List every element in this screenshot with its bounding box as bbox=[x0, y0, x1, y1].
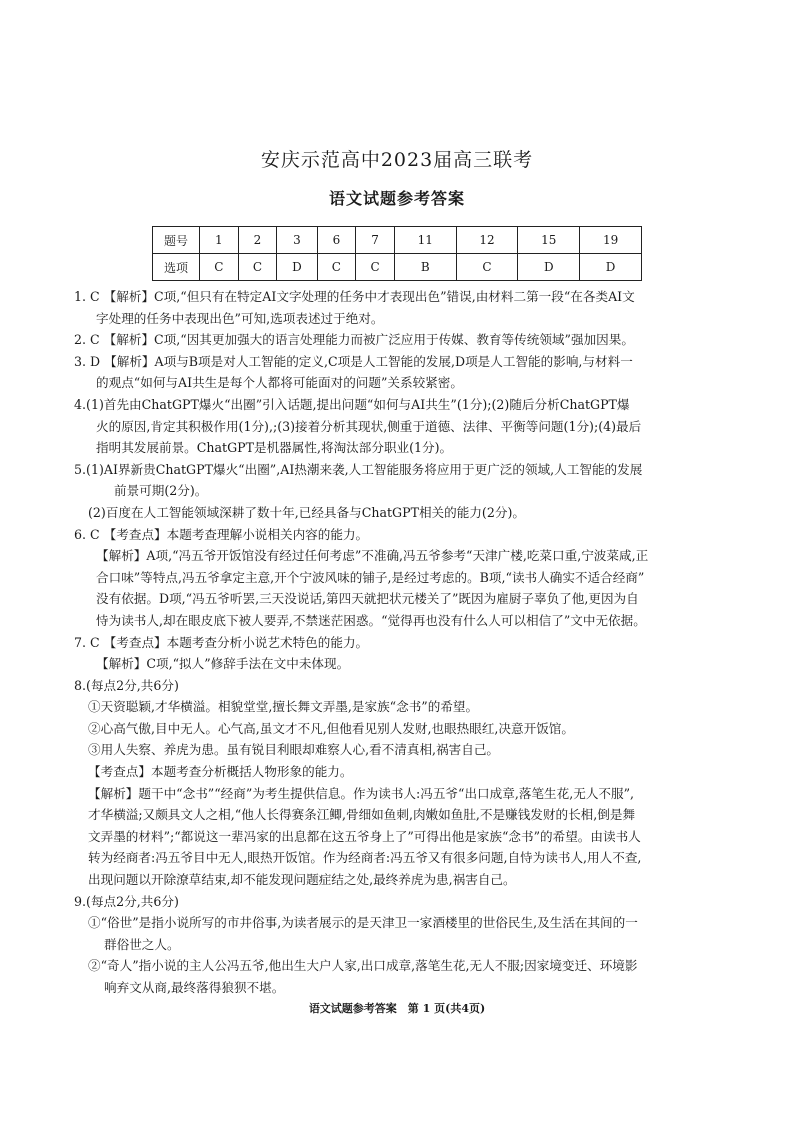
answer-text: (1)首先由ChatGPT爆火“出圈”引入话题,提出问题“如何与AI共生”(1分);(2)随后分析ChatGPT爆 bbox=[86, 396, 630, 412]
answer-text: 文弄墨的材料”;“都说这一辈冯家的出息都在这五爷身上了”可得出他是家族“念书”的希望。由读书人 bbox=[88, 828, 641, 844]
answer-option-cell: D bbox=[580, 254, 642, 281]
answer-text: 字处理的任务中表现出色”可知,选项表述过于绝对。 bbox=[96, 310, 384, 326]
answer-option-cell: C bbox=[238, 254, 277, 281]
answer-number: 8. bbox=[74, 677, 87, 693]
answer-option-row bbox=[153, 254, 642, 281]
answer-number: 9. bbox=[74, 893, 87, 909]
answer-option-cell: C bbox=[356, 254, 395, 281]
answer-text: ②“奇人”指小说的主人公冯五爷,他出生大户人家,出口成章,落笔生花,无人不服;因家境变迁、环境影 bbox=[88, 958, 638, 974]
row-label-question: 题号 bbox=[153, 227, 200, 254]
answer-text: 【考查点】本题考查分析小说艺术特色的能力。 bbox=[103, 634, 369, 650]
question-number-cell: 19 bbox=[580, 227, 642, 254]
exam-title: 安庆示范高中2023届高三联考 bbox=[260, 149, 534, 171]
answer-key-subtitle: 语文试题参考答案 bbox=[328, 189, 465, 208]
question-number-cell: 7 bbox=[356, 227, 395, 254]
answer-text: 响弃文从商,最终落得狼狈不堪。 bbox=[104, 980, 285, 995]
answer-text: 【考查点】本题考查理解小说相关内容的能力。 bbox=[103, 526, 369, 542]
answer-text: (每点2分,共6分) bbox=[86, 893, 179, 909]
question-number-cell: 3 bbox=[277, 227, 317, 254]
answer-text: (1)AI界新贵ChatGPT爆火“出圈”,AI热潮来袭,人工智能服务将应用于更广泛的领域,人工智能的发展 bbox=[86, 461, 643, 477]
answer-text: 的观点“如何与AI共生是每个人都将可能面对的问题”关系较紧密。 bbox=[96, 375, 463, 391]
row-label-option: 选项 bbox=[153, 254, 200, 281]
answer-option-cell: C bbox=[456, 254, 518, 281]
answers-body bbox=[74, 286, 722, 999]
answer-number: 7. C bbox=[74, 634, 100, 650]
answer-number: 2. C bbox=[74, 332, 100, 348]
answer-text: 【解析】C项,“但只有在特定AI文字处理的任务中才表现出色”错误,由材料二第一段“在各类AI文 bbox=[103, 289, 635, 304]
answer-text: 【解析】C项,“拟人”修辞手法在文中未体现。 bbox=[96, 656, 350, 672]
answer-text: 恃为读书人,却在眼皮底下被人要弄,不禁迷茫困惑。“觉得再也没有什么人可以相信了”文中无依据。 bbox=[96, 612, 646, 628]
answer-item-7 bbox=[74, 632, 722, 675]
answer-text: 【解析】C项,“因其更加强大的语言处理能力而被广泛应用于传媒、教育等传统领域”强加因果。 bbox=[103, 332, 634, 348]
answer-option-cell: D bbox=[277, 254, 317, 281]
answer-text: ③用人失察、养虎为患。虽有锐目利眼却难察人心,看不清真相,祸害自己。 bbox=[88, 742, 500, 758]
answer-number: 1. C bbox=[74, 289, 100, 304]
answer-text: 合口味”等特点,冯五爷拿定主意,开个宁波风味的铺子,是经过考虑的。B项,“读书人确实不适合经商” bbox=[96, 569, 645, 585]
answer-text: ①天资聪颖,才华横溢。相貌堂堂,擅长舞文弄墨,是家族“念书”的希望。 bbox=[88, 699, 479, 715]
question-number-cell: 15 bbox=[518, 227, 580, 254]
answer-text: 指明其发展前景。ChatGPT是机器属性,将淘汰部分职业(1分)。 bbox=[96, 440, 453, 456]
answer-text: 出现问题以开除潦草结束,却不能发现问题症结之处,最终养虎为患,祸害自己。 bbox=[88, 872, 516, 888]
answer-text: 转为经商者:冯五爷目中无人,眼热开饭馆。作为经商者:冯五爷又有很多问题,自恃为读书人,用人不查, bbox=[88, 850, 642, 866]
answer-option-cell: D bbox=[518, 254, 580, 281]
answer-text: 没有依据。D项,“冯五爷听罢,三天没说话,第四天就把状元楼关了”既因为雇厨子辜负了他,更因为自 bbox=[96, 591, 639, 607]
answer-item-8 bbox=[74, 675, 722, 891]
page-footer: 语文试题参考答案 第 1 页(共4页) bbox=[308, 1002, 486, 1015]
answer-text: 才华横溢;又颇具文人之相,“他人长得赛条江鲫,骨细如鱼刺,肉嫩如鱼肚,不是赚钱发财的长相,倒是舞 bbox=[88, 807, 636, 823]
answer-item-9 bbox=[74, 891, 722, 999]
answer-number: 5. bbox=[74, 461, 87, 477]
question-number-row bbox=[153, 227, 642, 254]
answer-item-6 bbox=[74, 524, 722, 632]
answer-option-cell: B bbox=[394, 254, 456, 281]
answer-item-1 bbox=[74, 286, 722, 329]
answer-text: 【考查点】本题考查分析概括人物形象的能力。 bbox=[88, 764, 353, 780]
question-number-cell: 11 bbox=[394, 227, 456, 254]
answer-item-4 bbox=[74, 394, 722, 459]
answer-option-cell: C bbox=[317, 254, 356, 281]
answer-text: 前景可期(2分)。 bbox=[114, 483, 208, 499]
question-number-cell: 2 bbox=[238, 227, 277, 254]
answer-number: 6. C bbox=[74, 526, 100, 542]
answer-text: ②心高气傲,目中无人。心气高,虽文才不凡,但他看见别人发财,也眼热眼红,决意开饭馆。 bbox=[88, 720, 574, 736]
answer-number: 4. bbox=[74, 396, 87, 412]
answer-option-cell: C bbox=[200, 254, 239, 281]
answer-item-3 bbox=[74, 351, 722, 394]
answer-text: 【解析】A项与B项是对人工智能的定义,C项是人工智能的发展,D项是人工智能的影响,与材料一 bbox=[104, 353, 633, 369]
answer-item-2 bbox=[74, 329, 722, 351]
answer-text: (2)百度在人工智能领域深耕了数十年,已经具备与ChatGPT相关的能力(2分)。 bbox=[88, 504, 525, 520]
answer-text: 群俗世之人。 bbox=[104, 936, 180, 952]
answer-text: 火的原因,肯定其积极作用(1分),;(3)接着分析其现状,侧重于道德、法律、平衡等问题(1分);(4)最后 bbox=[96, 418, 642, 434]
answer-item-5 bbox=[74, 459, 722, 524]
question-number-cell: 6 bbox=[317, 227, 356, 254]
answer-table bbox=[152, 226, 642, 281]
question-number-cell: 12 bbox=[456, 227, 518, 254]
answer-number: 3. D bbox=[74, 353, 101, 369]
answer-text: 【解析】题干中“念书”“经商”为考生提供信息。作为读书人:冯五爷“出口成章,落笔生花,无人不服”, bbox=[88, 785, 635, 801]
answer-text: 【解析】A项,“冯五爷开饭馆没有经过任何考虑”不准确,冯五爷参考“天津广楼,吃菜口重,宁波菜咸,正 bbox=[96, 548, 649, 564]
answer-text: (每点2分,共6分) bbox=[86, 677, 179, 693]
question-number-cell: 1 bbox=[200, 227, 239, 254]
answer-text: ①“俗世”是指小说所写的市井俗事,为读者展示的是天津卫一家酒楼里的世俗民生,及生活在其间的一 bbox=[88, 915, 638, 931]
